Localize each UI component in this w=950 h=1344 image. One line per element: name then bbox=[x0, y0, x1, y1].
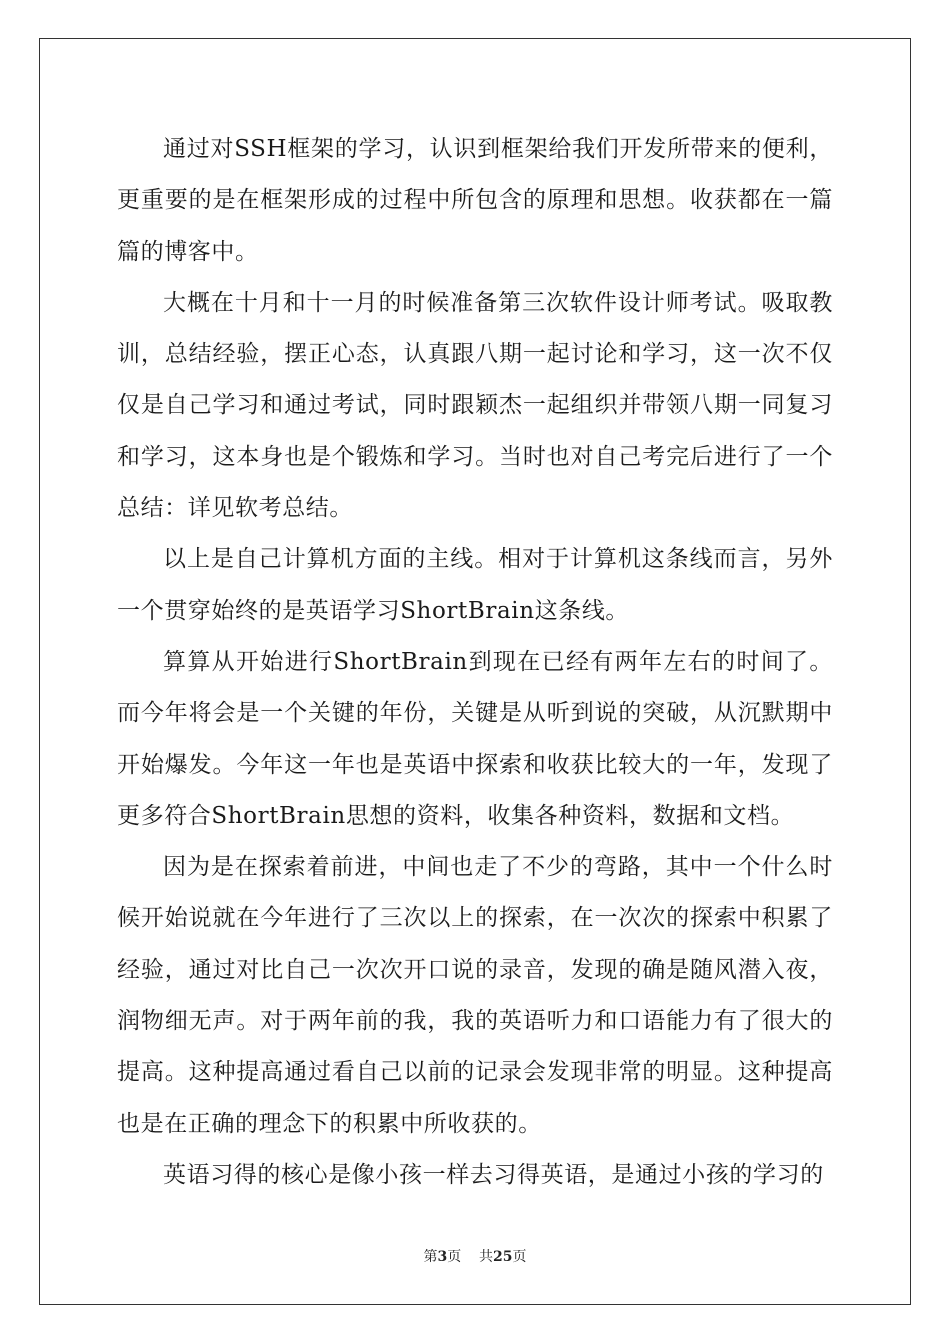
total-suffix: 页 bbox=[512, 1249, 527, 1265]
paragraph: 通过对SSH框架的学习，认识到框架给我们开发所带来的便利，更重要的是在框架形成的过程中所包含的原理和思想。收获都在一篇篇的博客中。 bbox=[117, 136, 833, 265]
page-footer bbox=[0, 1246, 950, 1266]
paragraph: 因为是在探索着前进，中间也走了不少的弯路，其中一个什么时候开始说就在今年进行了三次以上的探索，在一次次的探索中积累了经验，通过对比自己一次次开口说的录音，发现的确是随风潜入夜，润物细无声。对于两年前的我，我的英语听力和口语能力有了很大的提高。这种提高通过看自己以前的记录会发现非常的明显。这种提高也是在正确的理念下的积累中所收获的。 bbox=[117, 854, 833, 1137]
page-suffix: 页 bbox=[447, 1249, 462, 1265]
document-body bbox=[117, 124, 833, 1201]
total-prefix: 共 bbox=[479, 1249, 494, 1265]
paragraph: 大概在十月和十一月的时候准备第三次软件设计师考试。吸取教训，总结经验，摆正心态，认真跟八期一起讨论和学习，这一次不仅仅是自己学习和通过考试，同时跟颖杰一起组织并带领八期一同复习和学习，这本身也是个锻炼和学习。当时也对自己考完后进行了一个总结：详见软考总结。 bbox=[117, 289, 833, 522]
page-number: 3 bbox=[437, 1249, 448, 1265]
total-pages: 25 bbox=[493, 1249, 513, 1265]
page-prefix: 第 bbox=[423, 1249, 438, 1265]
paragraph: 以上是自己计算机方面的主线。相对于计算机这条线而言，另外一个贯穿始终的是英语学习ShortBrain这条线。 bbox=[117, 546, 833, 624]
paragraph: 算算从开始进行ShortBrain到现在已经有两年左右的时间了。而今年将会是一个关键的年份，关键是从听到说的突破，从沉默期中开始爆发。今年这一年也是英语中探索和收获比较大的一年，发现了更多符合ShortBrain思想的资料，收集各种资料，数据和文档。 bbox=[117, 648, 833, 829]
paragraph: 英语习得的核心是像小孩一样去习得英语，是通过小孩的学习的 bbox=[163, 1161, 824, 1188]
